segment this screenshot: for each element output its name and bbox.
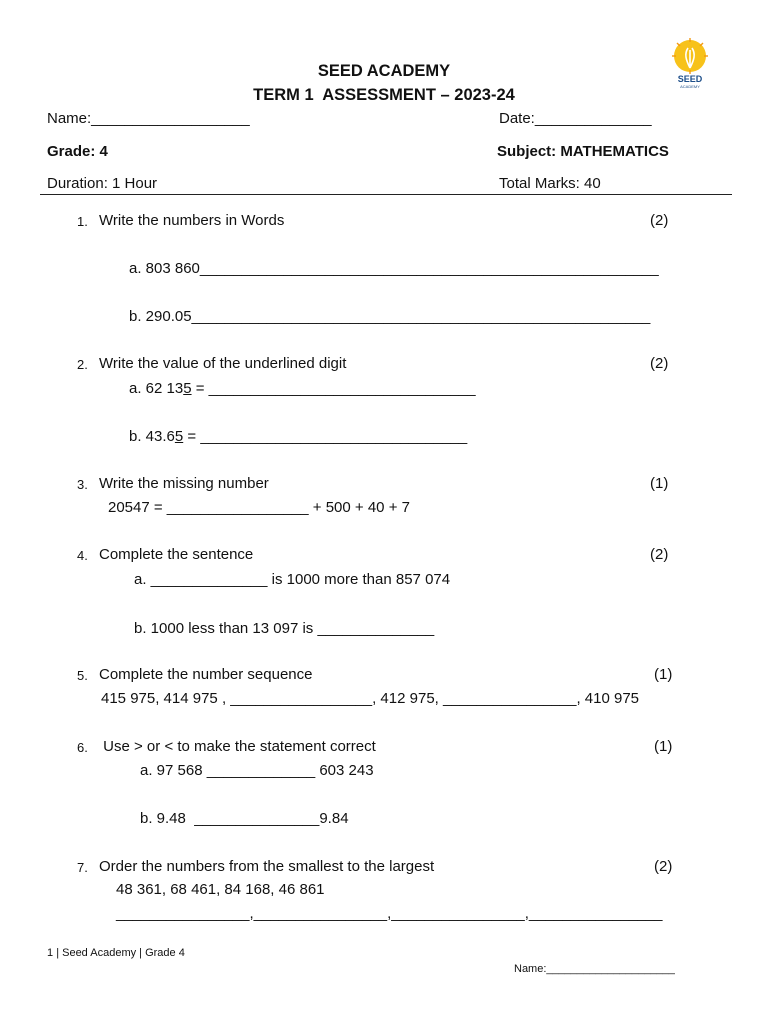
q7-marks: (2) xyxy=(654,858,673,875)
underlined-digit: 5 xyxy=(174,428,184,445)
q1-number: 1. xyxy=(77,214,88,229)
header-divider xyxy=(40,194,732,195)
q6-text: Use > or < to make the statement correct xyxy=(99,738,376,755)
q1-text: Write the numbers in Words xyxy=(99,212,285,229)
date-field[interactable]: Date:______________ xyxy=(499,110,652,127)
q6-part-b[interactable]: b. 9.48 _______________9.84 xyxy=(140,810,349,827)
q1-part-b[interactable]: b. 290.05_______________________________________________________ xyxy=(129,308,651,325)
footer-name-field[interactable]: Name:_____________________ xyxy=(514,963,675,975)
q1-part-a[interactable]: a. 803 860_______________________________________________________ xyxy=(129,260,659,277)
q5-number: 5. xyxy=(77,668,88,683)
q4-part-b[interactable]: b. 1000 less than 13 097 is ______________ xyxy=(134,620,435,637)
q4-part-a[interactable]: a. ______________ is 1000 more than 857 074 xyxy=(134,571,451,588)
q3-text: Write the missing number xyxy=(99,475,269,492)
q1-marks: (2) xyxy=(650,212,669,229)
q7-answer-blanks[interactable]: ________________,________________,________________,________________ xyxy=(116,905,663,922)
q3-line[interactable]: 20547 = _________________ + 500 + 40 + 7 xyxy=(108,499,410,516)
q7-number: 7. xyxy=(77,860,88,875)
q4-number: 4. xyxy=(77,548,88,563)
q5-marks: (1) xyxy=(654,666,673,683)
q5-sequence[interactable]: 415 975, 414 975 , _________________, 412 975, ________________, 410 975 xyxy=(101,690,640,707)
name-field[interactable]: Name:___________________ xyxy=(47,110,250,127)
grade-label: Grade: 4 xyxy=(47,143,108,160)
svg-text:SEED: SEED xyxy=(677,74,703,84)
q6-marks: (1) xyxy=(654,738,673,755)
q4-marks: (2) xyxy=(650,546,669,563)
q2-marks: (2) xyxy=(650,355,669,372)
school-title: SEED ACADEMY xyxy=(317,62,451,80)
q3-marks: (1) xyxy=(650,475,669,492)
page-number: 1 | Seed Academy | Grade 4 xyxy=(47,947,185,959)
q5-text: Complete the number sequence xyxy=(99,666,313,683)
q6-part-a[interactable]: a. 97 568 _____________ 603 243 xyxy=(140,762,374,779)
q7-numbers: 48 361, 68 461, 84 168, 46 861 xyxy=(116,881,325,898)
q6-number: 6. xyxy=(77,740,88,755)
q7-text: Order the numbers from the smallest to the largest xyxy=(99,858,435,875)
svg-text:ACADEMY: ACADEMY xyxy=(680,84,700,89)
q2-part-b[interactable]: b. 43.65 = ________________________________ xyxy=(129,428,468,445)
subject-label: Subject: MATHEMATICS xyxy=(497,143,669,160)
q2-number: 2. xyxy=(77,357,88,372)
duration-label: Duration: 1 Hour xyxy=(47,175,158,192)
underlined-digit: 5 xyxy=(183,380,192,397)
assessment-title: TERM 1 ASSESSMENT – 2023-24 xyxy=(253,86,515,104)
total-marks-label: Total Marks: 40 xyxy=(499,175,601,192)
q2-part-a[interactable]: a. 62 135 = ________________________________ xyxy=(129,380,476,397)
q2-text: Write the value of the underlined digit xyxy=(99,355,347,372)
q4-text: Complete the sentence xyxy=(99,546,254,563)
q3-number: 3. xyxy=(77,477,88,492)
